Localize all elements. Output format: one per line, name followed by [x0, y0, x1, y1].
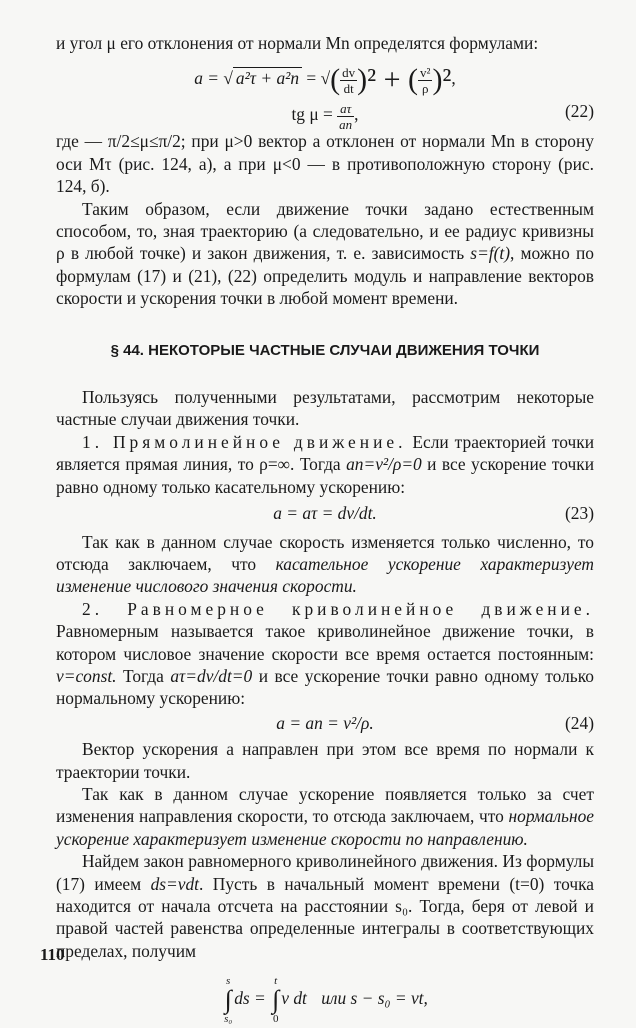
- page-number: 110: [40, 945, 65, 964]
- paragraph-uniform-curvilinear: 2. Равномерное криволинейное движение. Равномерным называется такое криволинейное движение точки, в котором числовое значение скорости все время остается постоянным: v=const. Тогда aτ=dv/dt=0 и все ускорение точки равно одному только нормальному ускорению:: [56, 598, 594, 709]
- paragraph-normal-vector: Вектор ускорения a направлен при этом все время по нормали к траектории точки.: [56, 739, 594, 782]
- integral-ds: s ∫ s₀: [224, 975, 233, 1026]
- paragraph-uniform-law: Найдем закон равномерного криволинейного движения. Из формулы (17) имеем ds=vdt. Пусть в начальный момент времени (t=0) точка находится от начала отсчета на расстоянии s₀. Тогда, беря от левой и правой частей равенства определенные интегралы в соответствующих пределах, получим: [56, 851, 594, 961]
- equation-number-24: (24): [565, 712, 594, 733]
- equation-22-line1: a = √ a²τ + a²n = √( $\frac{dv}{dt}$ )² + ( $\frac{\text{v²}}{\rho}$ )²,: [194, 63, 456, 97]
- equation-integral: s ∫ s₀ds = t ∫ 0v dt или s − s₀ = vt,: [224, 975, 428, 1026]
- fraction-dv-dt: $\frac{dv}{dt}$: [342, 64, 356, 96]
- fraction-atau-an: $\frac{a\tau}{an}$: [339, 100, 353, 132]
- fraction-v2-rho: $\frac{\text{v²}}{\rho}$: [420, 64, 431, 96]
- equation-23: a = aτ = dv/dt. (23): [273, 503, 594, 524]
- paragraph-rectilinear: 1. Прямолинейное движение. Если траекторией точки является прямая линия, то ρ=∞. Тогда an=v²/ρ=0 и все ускорение точки равно одному только касательному ускорению:: [56, 431, 595, 497]
- radicand: a²τ + a²n: [233, 67, 302, 88]
- paragraph-intro-cases: Пользуясь полученными результатами, рассмотрим некоторые частные случаи движения точки.: [56, 387, 594, 430]
- paragraph-summary: Таким образом, если движение точки задано естественным способом, то, зная траекторию (а следовательно, и ее радиус кривизны ρ в любой точке) и закон движения, т. е. зависимость s=f(t), можно по формулам (17) и (21), (22) определить модуль и направление векторов скорости и ускорения точки в любой момент времени.: [56, 198, 594, 309]
- equation-number-23: (23): [565, 503, 594, 524]
- equation-22-line2: tg μ = $\frac{a\tau}{an}$ ,: [291, 100, 359, 132]
- equation-22: [56, 60, 594, 130]
- equation-number-22: (22): [565, 101, 594, 122]
- paragraph-normal-meaning: Так как в данном случае ускорение появляется только за счет изменения направления скорости, то отсюда заключаем, что нормальное ускорение характеризует изменение скорости по направлению.: [56, 783, 594, 849]
- paragraph-tangential: Так как в данном случае скорость изменяется только численно, то отсюда заключаем, что касательное ускорение характеризует изменение числового значения скорости.: [56, 531, 594, 597]
- intro-line: и угол μ его отклонения от нормали Mn определятся формулами:: [56, 33, 539, 53]
- integral-vdt: t ∫ 0: [272, 975, 280, 1026]
- paragraph-mu-range: где — π/2≤μ≤π/2; при μ>0 вектор a отклонен от нормали Mn в сторону оси Mτ (рис. 124, а), а при μ<0 — в противоположную сторону (рис. 124, б).: [56, 131, 594, 197]
- equation-24: a = an = v²/ρ. (24): [276, 712, 594, 733]
- section-heading: § 44. НЕКОТОРЫЕ ЧАСТНЫЕ СЛУЧАИ ДВИЖЕНИЯ ТОЧКИ: [110, 341, 540, 359]
